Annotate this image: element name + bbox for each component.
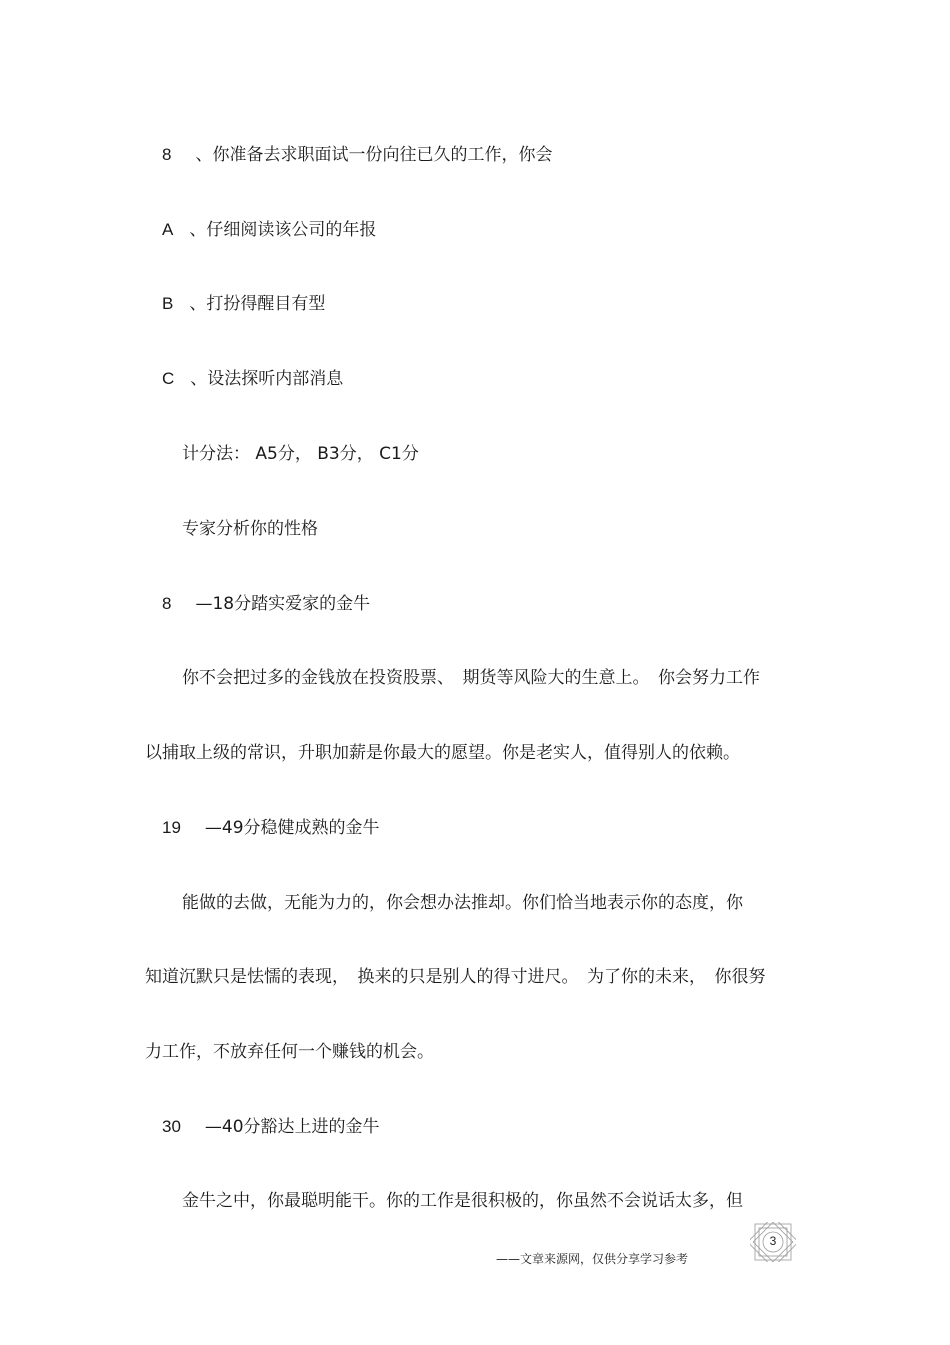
question-number: 8 [162, 145, 172, 164]
range-start: 8 [162, 594, 172, 613]
option-letter: C [162, 369, 175, 388]
range-text: —40分豁达上进的金牛 [204, 1117, 380, 1137]
option-letter: A [162, 220, 174, 239]
option-text: 、仔细阅读该公司的年报 [189, 220, 377, 240]
result-range-2 [162, 817, 380, 839]
result-2-line-2: 知道沉默只是怯懦的表现， 换来的只是别人的得寸进尺。 为了你的未来， 你很努 [145, 967, 766, 987]
option-text: 、设法探听内部消息 [190, 369, 344, 389]
footer-source-text: ——文章来源网，仅供分享学习参考 [496, 1252, 689, 1266]
result-range-1 [162, 593, 370, 615]
page-number-badge [750, 1222, 796, 1262]
option-b [162, 293, 325, 315]
option-text: 、打扮得醒目有型 [189, 294, 326, 314]
result-2-line-3: 力工作，不放弃任何一个赚钱的机会。 [145, 1042, 434, 1062]
option-c [162, 368, 343, 390]
result-1-line-2: 以捕取上级的常识，升职加薪是你最大的愿望。你是老实人，值得别人的依赖。 [145, 743, 740, 763]
page-number: 3 [769, 1234, 777, 1248]
result-1-line-1: 你不会把过多的金钱放在投资股票、 期货等风险大的生意上。 你会努力工作 [182, 668, 760, 688]
result-range-3 [162, 1116, 380, 1138]
range-text: —49分稳健成熟的金牛 [204, 818, 380, 838]
question-8 [162, 144, 552, 166]
range-start: 19 [162, 818, 181, 837]
option-a [162, 219, 376, 241]
result-3-line-1: 金牛之中，你最聪明能干。你的工作是很积极的，你虽然不会说话太多，但 [182, 1191, 743, 1211]
scoring-rule: 计分法： A5分， B3分， C1分 [182, 444, 419, 464]
range-start: 30 [162, 1117, 181, 1136]
question-text: 、你准备去求职面试一份向往已久的工作，你会 [195, 145, 553, 165]
result-2-line-1: 能做的去做，无能为力的，你会想办法推却。你们恰当地表示你的态度，你 [182, 893, 743, 913]
analysis-heading: 专家分析你的性格 [182, 519, 318, 539]
range-text: —18分踏实爱家的金牛 [195, 594, 371, 614]
option-letter: B [162, 294, 174, 313]
